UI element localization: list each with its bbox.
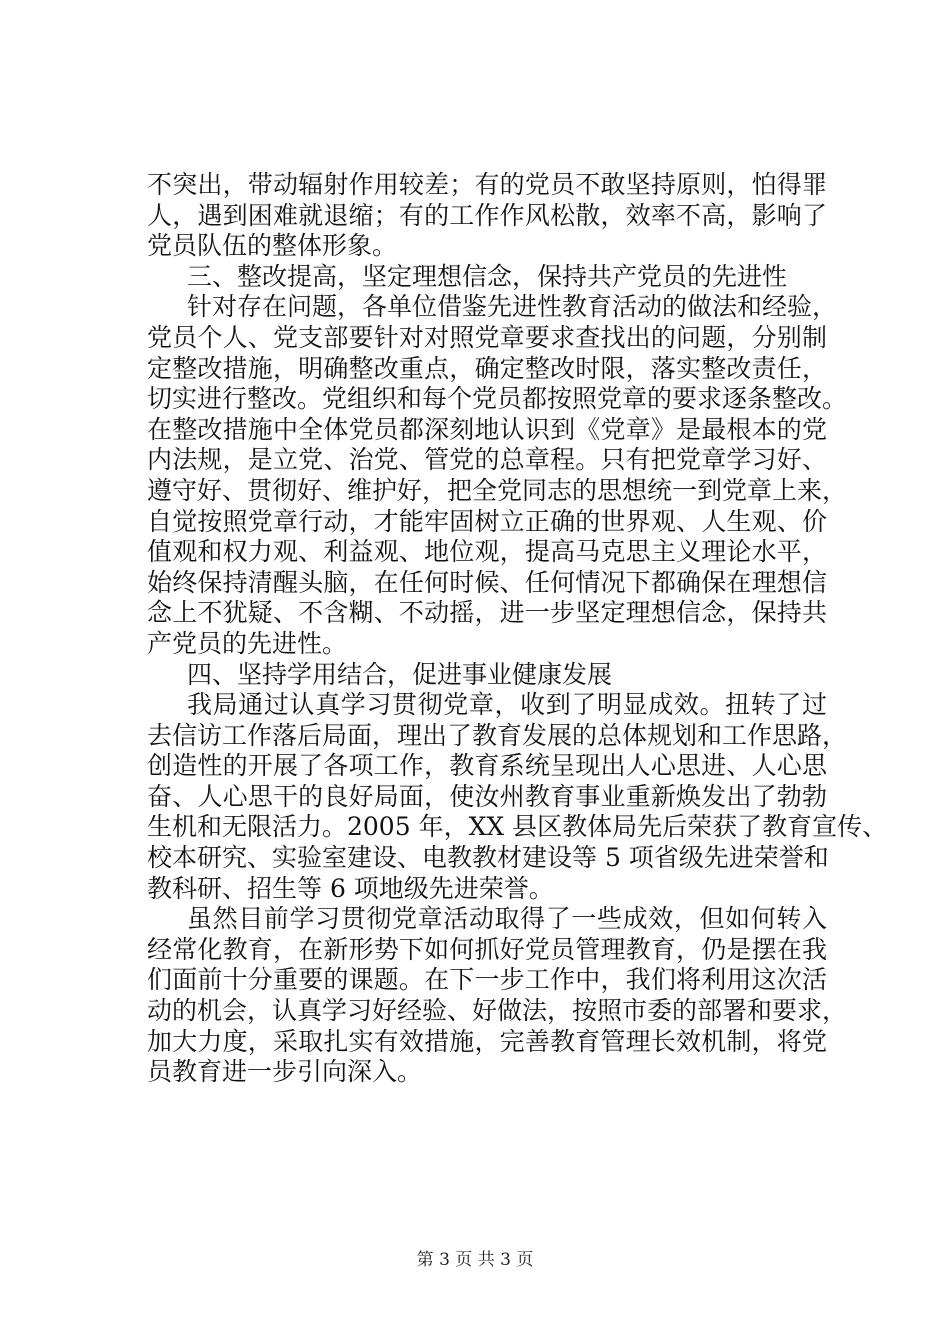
text-line: 在整改措施中全体党员都深刻地认识到《党章》是最根本的党 <box>147 414 827 444</box>
text-line: 针对存在问题，各单位借鉴先进性教育活动的做法和经验， <box>187 292 838 322</box>
text-line: 加大力度，采取扎实有效措施，完善教育管理长效机制，将党 <box>147 1026 827 1056</box>
page-footer: 第 3 页 共 3 页 <box>416 1250 534 1270</box>
text-line: 经常化教育，在新形势下如何抓好党员管理教育，仍是摆在我 <box>147 934 827 964</box>
text-line: 教科研、招生等 6 项地级先进荣誉。 <box>147 873 554 903</box>
text-line: 自觉按照党章行动，才能牢固树立正确的世界观、人生观、价 <box>147 506 827 536</box>
text-line: 念上不犹疑、不含糊、不动摇，进一步坚定理想信念，保持共 <box>147 598 827 628</box>
text-line: 人，遇到困难就退缩；有的工作作风松散，效率不高，影响了 <box>147 200 827 230</box>
text-line: 值观和权力观、利益观、地位观，提高马克思主义理论水平， <box>147 537 827 567</box>
text-line: 三、整改提高，坚定理想信念，保持共产党员的先进性 <box>187 261 788 291</box>
text-line: 校本研究、实验室建设、电教教材建设等 5 项省级先进荣誉和 <box>147 843 829 873</box>
text-line: 虽然目前学习贯彻党章活动取得了一些成效，但如何转入 <box>187 904 827 934</box>
text-line: 遵守好、贯彻好、维护好，把全党同志的思想统一到党章上来， <box>147 475 848 505</box>
text-line: 内法规，是立党、治党、管党的总章程。只有把党章学习好、 <box>147 445 827 475</box>
text-line: 不突出，带动辐射作用较差；有的党员不敢坚持原则，怕得罪 <box>147 170 827 199</box>
text-line: 去信访工作落后局面，理出了教育发展的总体规划和工作思路， <box>147 720 848 750</box>
text-line: 员教育进一步引向深入。 <box>147 1057 423 1087</box>
text-line: 始终保持清醒头脑，在任何时候、任何情况下都确保在理想信 <box>147 567 827 597</box>
text-line: 产党员的先进性。 <box>147 628 348 658</box>
text-line: 党员个人、党支部要针对对照党章要求查找出的问题，分别制 <box>147 322 827 352</box>
text-line: 四、坚持学用结合，促进事业健康发展 <box>187 659 613 689</box>
text-line: 奋、人心思干的良好局面，使汝州教育事业重新焕发出了勃勃 <box>147 781 827 811</box>
text-line: 创造性的开展了各项工作，教育系统呈现出人心思进、人心思 <box>147 751 827 781</box>
document-body <box>147 170 888 1088</box>
text-line: 切实进行整改。党组织和每个党员都按照党章的要求逐条整改。 <box>147 384 848 414</box>
text-line: 我局通过认真学习贯彻党章，收到了明显成效。扭转了过 <box>187 690 827 720</box>
text-line: 党员队伍的整体形象。 <box>147 231 398 261</box>
text-line: 生机和无限活力。2005 年，XX 县区教体局先后荣获了教育宣传、 <box>147 812 888 842</box>
text-line: 定整改措施，明确整改重点，确定整改时限，落实整改责任， <box>147 353 827 383</box>
text-line: 们面前十分重要的课题。在下一步工作中，我们将利用这次活 <box>147 965 827 995</box>
text-line: 动的机会，认真学习好经验、好做法，按照市委的部署和要求， <box>147 996 848 1026</box>
